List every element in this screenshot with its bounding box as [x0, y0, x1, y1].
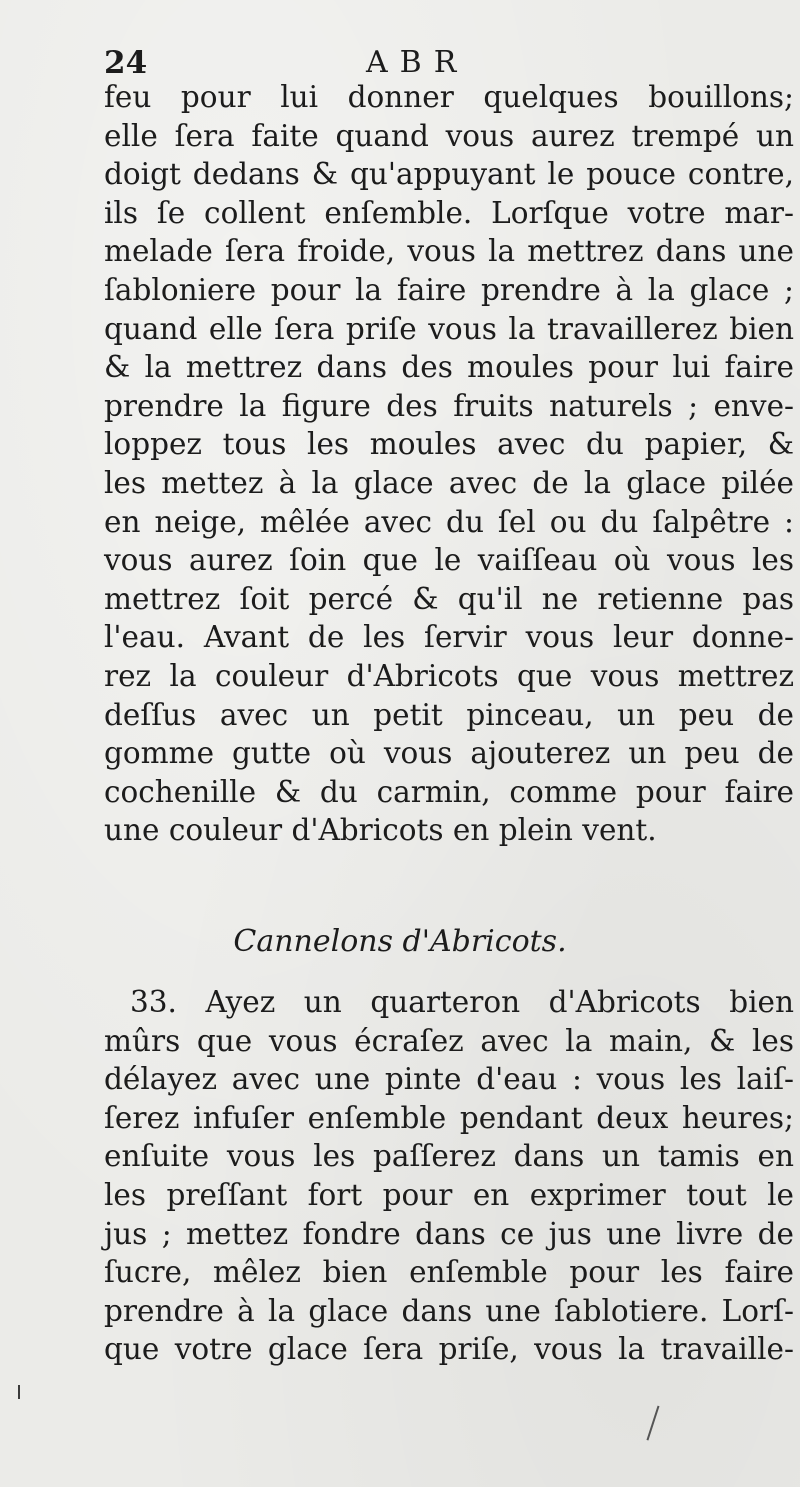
text-line: prendre la figure des fruits naturels ; enve- [104, 388, 794, 423]
text-line: mettrez ſoit percé & qu'il ne retienne pas [104, 581, 794, 616]
text-line: quand elle ſera priſe vous la travaillerez bien [104, 311, 794, 346]
text-line: ils ſe collent enſemble. Lorſque votre mar- [104, 195, 794, 230]
paragraph-33 [104, 983, 794, 1369]
text-line: les preſſant fort pour en exprimer tout le [104, 1177, 794, 1212]
running-head: ABR [366, 45, 469, 80]
text-line: les mettez à la glace avec de la glace pilée [104, 465, 794, 500]
text-line: prendre à la glace dans une ſablotiere. Lorſ- [104, 1293, 794, 1328]
paragraph-continuation [104, 78, 794, 850]
text-line: ſucre, mêlez bien enſemble pour les faire [104, 1255, 794, 1290]
text-line: gomme gutte où vous ajouterez un peu de [104, 736, 794, 771]
scan-mark [646, 1406, 659, 1441]
text-line: jus ; mettez fondre dans ce jus une livre de [104, 1216, 794, 1251]
text-line: elle ſera faite quand vous aurez trempé un [104, 118, 794, 153]
text-line: deſſus avec un petit pinceau, un peu de [104, 697, 794, 732]
section-title: Cannelons d'Abricots. [233, 924, 567, 959]
text-line: ſabloniere pour la faire prendre à la glace ; [104, 272, 794, 307]
text-line: doigt dedans & qu'appuyant le pouce contre, [104, 157, 794, 192]
text-line: vous aurez ſoin que le vaiſſeau où vous les [104, 543, 794, 578]
text-line: feu pour lui donner quelques bouillons; [104, 80, 794, 114]
text-line: enſuite vous les paſſerez dans un tamis en [104, 1139, 794, 1174]
text-line: & la mettrez dans des moules pour lui faire [104, 350, 794, 385]
text-line: cochenille & du carmin, comme pour faire [104, 774, 794, 809]
text-line: loppez tous les moules avec du papier, & [104, 427, 794, 462]
text-line: une couleur d'Abricots en plein vent. [104, 813, 657, 848]
text-line: 33. Ayez un quarteron d'Abricots bien [130, 985, 794, 1019]
text-line: rez la couleur d'Abricots que vous mettrez [104, 658, 794, 693]
page-number: 24 [104, 45, 148, 81]
text-line: melade ſera froide, vous la mettrez dans une [104, 234, 794, 269]
text-line: ſerez infuſer enſemble pendant deux heures; [104, 1100, 794, 1135]
text-line: en neige, mêlée avec du ſel ou du ſalpêtre : [104, 504, 794, 539]
scan-mark [18, 1385, 20, 1399]
text-line: l'eau. Avant de les ſervir vous leur donne- [104, 620, 794, 655]
text-line: mûrs que vous écraſez avec la main, & les [104, 1023, 794, 1058]
text-line: que votre glace ſera priſe, vous la travaille- [104, 1332, 794, 1367]
text-line: délayez avec une pinte d'eau : vous les laiſ- [104, 1062, 794, 1097]
